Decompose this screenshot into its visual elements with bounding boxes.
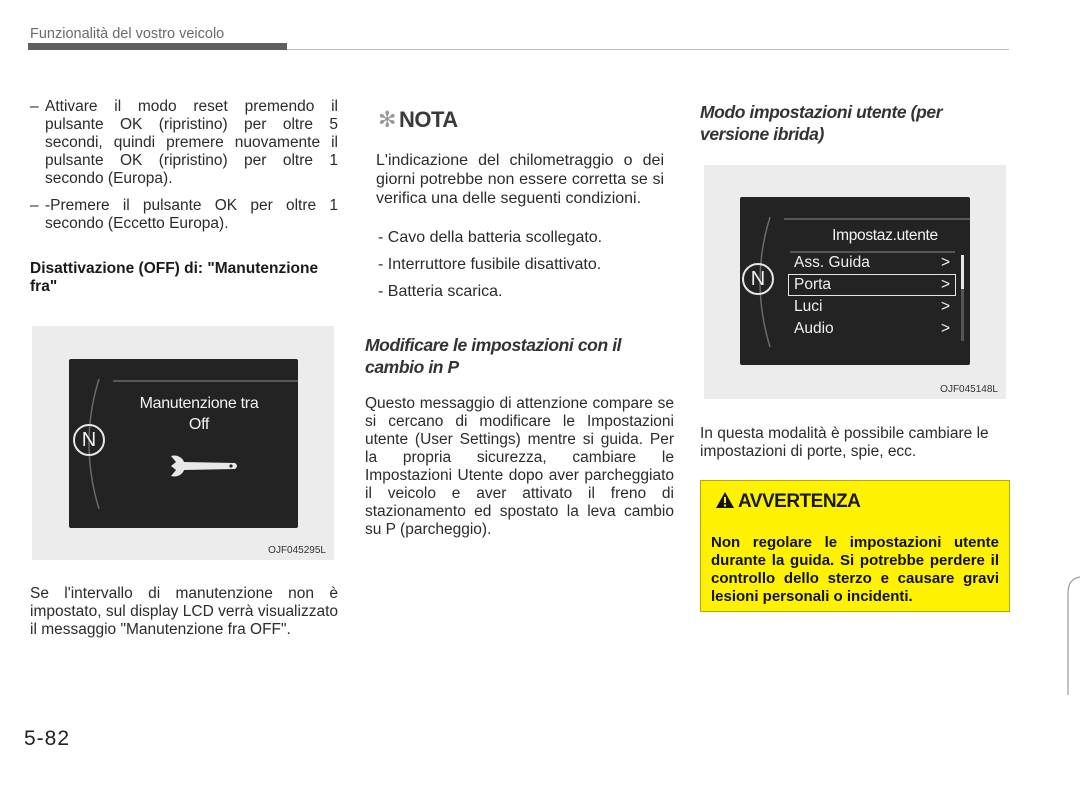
warning-heading: AVVERTENZA <box>715 491 860 513</box>
menu-title: Impostaz.utente <box>832 227 938 244</box>
warning-box <box>700 480 1010 612</box>
section-subheading: Disattivazione (OFF) di: "Manutenzione fra" <box>30 260 319 295</box>
asterisk-icon: ✻ <box>378 107 396 132</box>
list-item: - Batteria scarica. <box>378 283 503 300</box>
menu-item-porta-selected[interactable]: Porta > <box>788 274 956 296</box>
list-item: - Interruttore fusibile disattivato. <box>378 256 602 273</box>
reset-steps <box>30 98 338 232</box>
lcd-screen <box>740 197 970 365</box>
header-rule <box>287 49 1009 50</box>
chevron-right-icon: > <box>940 298 950 315</box>
figure-maintenance-off <box>32 326 334 560</box>
warning-triangle-icon <box>715 491 735 509</box>
lcd-screen <box>69 359 298 528</box>
nota-text: L'indicazione del chilometraggio o dei giorni potrebbe non essere corretta se si verifica una delle seguenti condizioni. <box>376 152 664 207</box>
figure-user-settings <box>704 165 1006 399</box>
mode-paragraph: In questa modalità è possibile cambiare le impostazioni di porte, spie, ecc. <box>700 425 989 460</box>
chevron-right-icon: > <box>940 276 950 293</box>
section-heading: Modificare le impostazioni con il cambio in P <box>365 335 622 377</box>
menu-item-luci[interactable]: Luci > <box>788 296 956 318</box>
list-item: – -Premere il pulsante OK per oltre 1 secondo (Eccetto Europa). <box>30 197 338 232</box>
figure-id: OJF045295L <box>268 545 326 556</box>
warning-text: Non regolare le impostazioni utente durante la guida. Si potrebbe perdere il controllo dello sterzo e causare gravi lesioni personali o incidenti. <box>711 534 999 605</box>
page-curl-edge <box>1062 575 1080 695</box>
maintenance-paragraph: Se l'intervallo di manutenzione non è impostato, sul display LCD verrà visualizzato il messaggio "Manutenzione fra OFF". <box>30 585 338 638</box>
figure-id: OJF045148L <box>940 384 998 395</box>
page-number: 5-82 <box>24 727 71 750</box>
display-message: Manutenzione tra Off <box>139 395 259 433</box>
scrollbar-track <box>961 255 964 341</box>
section-heading: Modo impostazioni utente (per versione ibrida) <box>700 102 943 144</box>
menu-item-audio[interactable]: Audio > <box>788 318 956 340</box>
gear-indicator-icon: N <box>73 424 105 456</box>
scrollbar-thumb[interactable] <box>961 255 964 289</box>
chevron-right-icon: > <box>940 320 950 337</box>
chevron-right-icon: > <box>940 254 950 271</box>
menu-item-ass-guida[interactable]: Ass. Guida > <box>788 252 956 274</box>
settings-paragraph: Questo messaggio di attenzione compare se si cercano di modificare le Impostazioni utente (User Settings) mentre si guida. Per la propria sicurezza, cambiare le Impostazioni Utente dopo aver parcheggiato il veicolo e aver attivato il freno di stazionamento ed spostato la leva cambio su P (parcheggio). <box>365 395 674 538</box>
list-item: - Cavo della batteria scollegato. <box>378 229 603 246</box>
gear-indicator-icon: N <box>742 263 774 295</box>
header-bar <box>28 43 287 50</box>
list-item: – Attivare il modo reset premendo il pulsante OK (ripristino) per oltre 5 secondi, quindi premere nuovamente il pulsante OK (ripristino) per oltre 1 secondo (Europa). <box>30 98 338 187</box>
settings-menu <box>788 252 956 340</box>
nota-list <box>378 228 666 309</box>
running-header: Funzionalità del vostro veicolo <box>30 26 225 42</box>
nota-heading: ✻ NOTA <box>378 107 458 132</box>
wrench-icon <box>165 452 241 480</box>
